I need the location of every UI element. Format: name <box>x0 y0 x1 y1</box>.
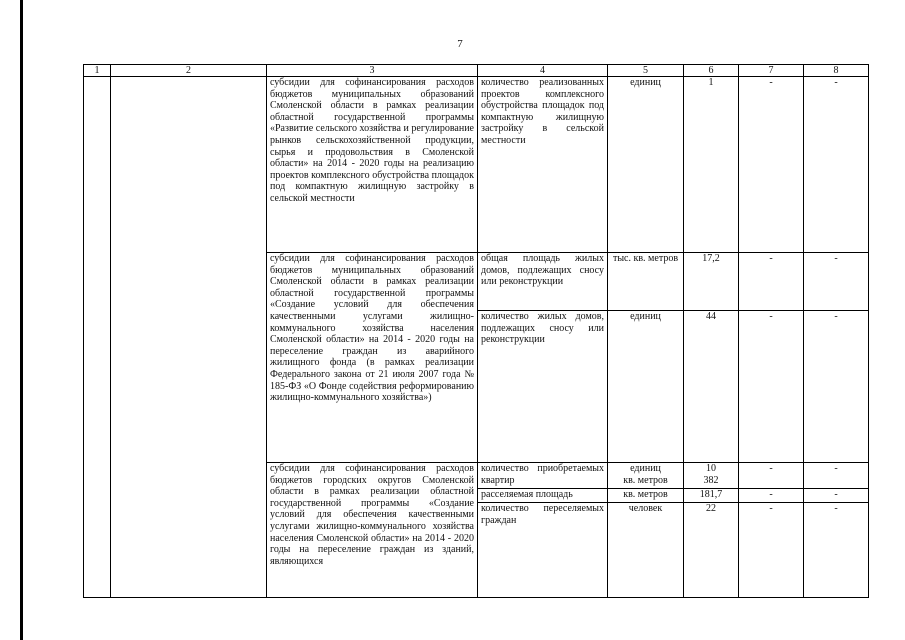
header-cell: 6 <box>684 65 739 77</box>
value-line: 382 <box>703 474 719 486</box>
header-cell: 8 <box>804 65 869 77</box>
header-cell: 7 <box>739 65 804 77</box>
unit-cell: тыс. кв. метров <box>608 253 684 311</box>
col8-cell: - <box>804 311 869 463</box>
col7-cell: - <box>739 311 804 463</box>
col7-cell: - <box>739 503 804 598</box>
unit-cell: кв. метров <box>608 489 684 503</box>
col8-cell: - <box>804 463 869 489</box>
subsidy-description: субсидии для софинансирования расходов бюджетов муниципальных образований Смоленской области в рамках реализации областной государственной программы «Создание условий для обеспечения качественными услугами жилищно-коммунального хозяйства населения Смоленской области» на 2014 - 2020 годы на переселение граждан из аварийного жилищного фонда (в рамках реализации Федерального закона от 21 июля 2007 года № 185-ФЗ «О Фонде содействия реформированию жилищно-коммунального хозяйства») <box>267 253 478 463</box>
col2-cell <box>111 77 267 598</box>
header-cell: 1 <box>84 65 111 77</box>
indicator-name: расселяемая площадь <box>478 489 608 503</box>
indicator-name: количество жилых домов, подлежащих сносу или реконструкции <box>478 311 608 463</box>
col8-cell: - <box>804 77 869 253</box>
left-margin-rule <box>20 0 23 640</box>
page-number: 7 <box>457 38 463 50</box>
col8-cell: - <box>804 489 869 503</box>
value-cell: 17,2 <box>684 253 739 311</box>
unit-cell: единиц <box>608 77 684 253</box>
value-cell: 1 <box>684 77 739 253</box>
col8-cell: - <box>804 253 869 311</box>
table-row <box>84 77 869 253</box>
value-line: 10 <box>706 463 716 474</box>
unit-line: единиц <box>630 463 661 474</box>
unit-cell: человек <box>608 503 684 598</box>
table-header-row <box>84 65 869 77</box>
program-table <box>83 64 869 598</box>
indicator-name: количество переселяемых граждан <box>478 503 608 598</box>
indicator-name: количество реализованных проектов комплексного обустройства площадок под компактную жилищную застройку в сельской местности <box>478 77 608 253</box>
col7-cell: - <box>739 77 804 253</box>
header-cell: 4 <box>478 65 608 77</box>
value-cell: 44 <box>684 311 739 463</box>
indicator-name: общая площадь жилых домов, подлежащих сносу или реконструкции <box>478 253 608 311</box>
subsidy-description: субсидии для софинансирования расходов бюджетов городских округов Смоленской области в рамках реализации областной государственной программы «Создание условий для обеспечения качественными услугами жилищно-коммунального хозяйства населения Смоленской области» на 2014 - 2020 годы на переселение граждан из зданий, являющихся <box>267 463 478 598</box>
col7-cell: - <box>739 463 804 489</box>
value-cell: 22 <box>684 503 739 598</box>
header-cell: 3 <box>267 65 478 77</box>
header-cell: 5 <box>608 65 684 77</box>
col8-cell: - <box>804 503 869 598</box>
subsidy-description: субсидии для софинансирования расходов бюджетов муниципальных образований Смоленской области в рамках реализации областной государственной программы «Развитие сельского хозяйства и регулирование рынков сельскохозяйственной продукции, сырья и продовольствия в Смоленской области» на 2014 - 2020 годы на реализацию проектов комплексного обустройства площадок под компактную жилищную застройку в сельской местности <box>267 77 478 253</box>
unit-line: кв. метров <box>623 474 668 486</box>
indicator-name: количество приобретаемых квартир <box>478 463 608 489</box>
header-cell: 2 <box>111 65 267 77</box>
unit-cell <box>608 463 684 489</box>
value-cell <box>684 463 739 489</box>
col7-cell: - <box>739 253 804 311</box>
col7-cell: - <box>739 489 804 503</box>
unit-cell: единиц <box>608 311 684 463</box>
value-cell: 181,7 <box>684 489 739 503</box>
col1-cell <box>84 77 111 598</box>
